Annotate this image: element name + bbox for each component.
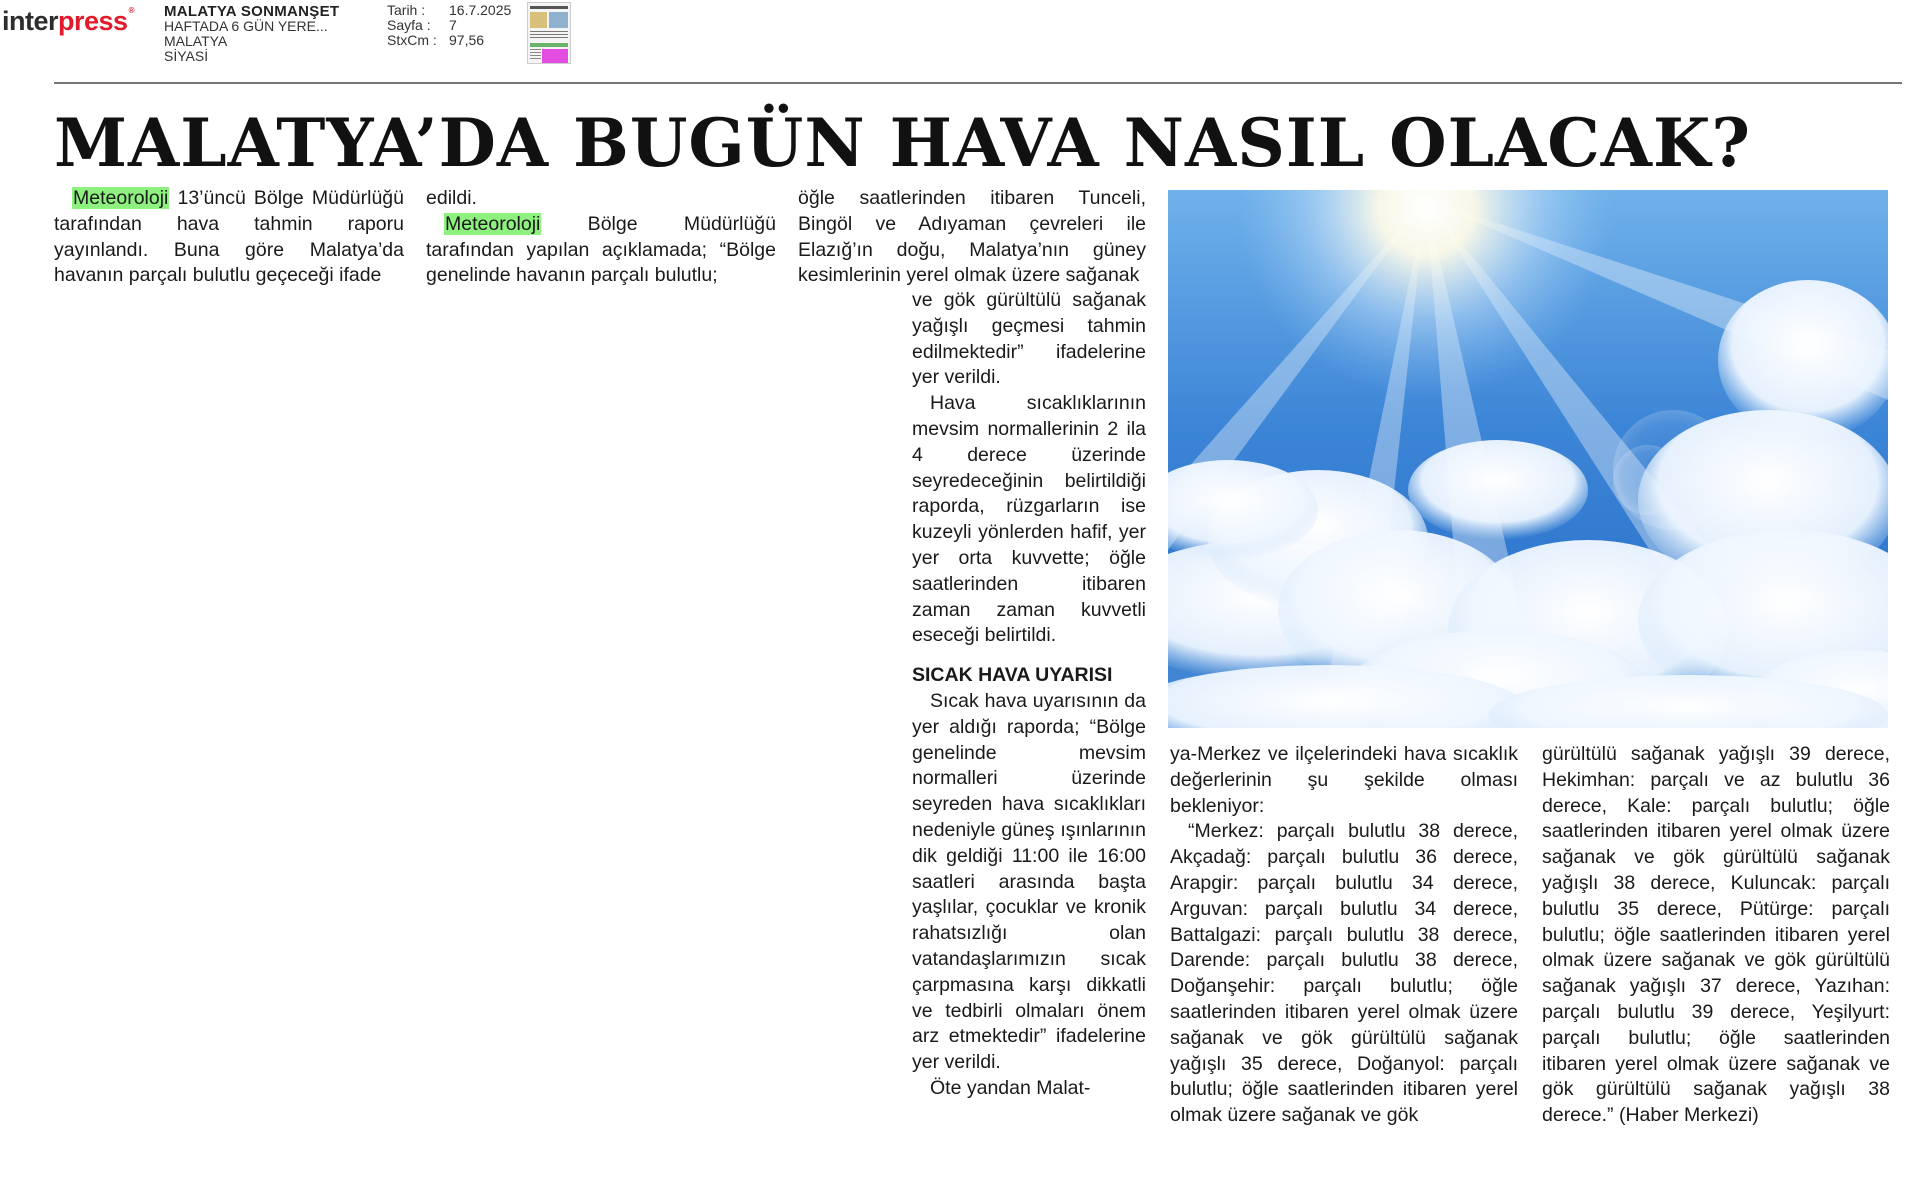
header-divider xyxy=(54,82,1902,84)
paragraph: öğle saatlerinden itibaren Tunceli, Bingöl ve Adıyaman çevreleri ile Elazığ’ın doğu, Malatya’nın güney kesimlerinin yerel olmak üzere sağanak xyxy=(798,187,1146,287)
stxcm-label: StxCm : xyxy=(387,32,437,48)
cloud-right xyxy=(1638,280,1888,728)
sky-clouds-illustration xyxy=(1168,190,1888,728)
paragraph: gürültülü sağanak yağışlı 39 derece, Hekimhan: parçalı ve az bulutlu 36 derece, Kale: parçalı bulutlu; öğle saatlerinden itibaren yerel olmak üzere sağanak ve gök gürültülü sağanak yağışlı 38 derece, Kuluncak: parçalı bulutlu 35 derece, Pütürge: parçalı bulutlu; öğle saatlerinden itibaren yerel olmak üzere sağanak ve gök gürültülü sağanak yağışlı 37 derece, Yazıhan: parçalı bulutlu 39 derece, Yeşilyurt: parçalı bulutlu; öğle saatlerinden itibaren yerel olmak üzere sağanak ve gök gürültülü sağanak yağışlı 38 derece.” (Haber Merkezi) xyxy=(1542,743,1890,1127)
page-label: Sayfa : xyxy=(387,17,431,33)
article-column-3-top xyxy=(798,186,1146,289)
thumbnail-mark xyxy=(530,31,568,39)
thumbnail-mark xyxy=(549,12,568,28)
paragraph-text: Bölge Müdürlüğü tarafından yapılan açıklamada; “Bölge genelinde havanın parçalı bulutlu; xyxy=(426,212,776,287)
paragraph xyxy=(426,212,776,289)
logo-text-press: press xyxy=(58,6,128,36)
thumbnail-mark xyxy=(530,12,547,28)
publication-city: MALATYA xyxy=(164,33,228,49)
page-value: 7 xyxy=(449,17,457,33)
highlighted-keyword: Meteoroloji xyxy=(445,212,541,235)
thumbnail-mark xyxy=(530,6,568,9)
thumbnail-mark xyxy=(530,49,541,61)
paragraph: ya-Merkez ve ilçelerindeki hava sıcaklık değerlerinin şu şekilde olması bekleniyor: xyxy=(1170,743,1518,817)
paragraph-text: 13’üncü Bölge Müdürlüğü tarafından hava tahmin raporu yayınlandı. Buna göre Malatya’da havanın parçalı bulutlu geçeceği ifade xyxy=(54,187,404,287)
page-thumbnail[interactable] xyxy=(527,2,571,64)
date-value: 16.7.2025 xyxy=(449,2,512,18)
highlighted-keyword: Meteoroloji xyxy=(73,187,169,209)
paragraph: Sıcak hava uyarısının da yer aldığı raporda; “Bölge genelinde mevsim normalleri üzerinde seyreden hava sıcaklıkları nedeniyle güneş ışınlarının dik geldiği 11:00 ile 16:00 saatleri arasında başta yaşlılar, çocuklar ve kronik rahatsızlığı olan vatandaşlarımızın sıcak çarpmasına karşı dikkatli ve tedbirli olmaları önem arz etmektedir” ifadelerine yer verildi. xyxy=(912,689,1146,1074)
paragraph: ve gök gürültülü sağanak yağışlı geçmesi tahmin edilmektedir” ifadelerine yer verildi. xyxy=(912,289,1146,389)
date-row xyxy=(387,3,511,18)
paragraph: “Merkez: parçalı bulutlu 38 derece, Akçadağ: parçalı bulutlu 36 derece, Arapgir: parçalı bulutlu 34 derece, Arguvan: parçalı bulutlu 34 derece, Battalgazi: parçalı bulutlu 38 derece, Darende: parçalı bulutlu 38 derece, Doğanşehir: parçalı bulutlu; öğle saatlerinden itibaren yerel olmak üzere sağanak ve gök gürültülü sağanak yağışlı 35 derece, Doğanyol: parçalı bulutlu; öğle saatlerinden itibaren yerel olmak üzere sağanak ve gök xyxy=(1170,820,1518,1127)
logo-registered-mark: ® xyxy=(128,6,134,15)
publication-category: SİYASİ xyxy=(164,48,209,64)
publication-frequency: HAFTADA 6 GÜN YERE... xyxy=(164,18,328,34)
article-column-5 xyxy=(1542,742,1890,1129)
article-column-3 xyxy=(912,288,1146,1102)
publication-name: MALATYA SONMANŞET xyxy=(164,3,340,20)
logo-text-inter: inter xyxy=(2,6,59,36)
article-column-2 xyxy=(426,186,776,289)
paragraph: Hava sıcaklıklarının mevsim normallerinin 2 ila 4 derece üzerinde seyredeceğinin belirtildiği raporda, rüzgarların ise kuzeyli yönlerden hafif, yer yer orta kuvvette; öğle saatlerinden itibaren zaman zaman kuvvetli eseceği belirtildi. xyxy=(912,392,1146,647)
interpress-logo xyxy=(2,6,134,37)
section-subheading: SICAK HAVA UYARISI xyxy=(912,664,1113,687)
paragraph xyxy=(54,186,404,289)
stxcm-value: 97,56 xyxy=(449,32,485,48)
article-column-1 xyxy=(54,186,404,289)
publication-meta xyxy=(164,4,339,64)
clipping-info xyxy=(387,3,511,48)
paragraph: Öte yandan Malat- xyxy=(930,1076,1091,1099)
stxcm-row xyxy=(387,33,511,48)
thumbnail-article-highlight xyxy=(542,49,568,63)
article-column-4 xyxy=(1170,742,1518,1129)
headline: MALATYA’DA BUGÜN HAVA NASIL OLACAK? xyxy=(54,104,1751,182)
page-row xyxy=(387,18,511,33)
date-label: Tarih : xyxy=(387,2,426,18)
paragraph: edildi. xyxy=(426,187,477,209)
sky-photo xyxy=(1168,190,1888,728)
thumbnail-mark xyxy=(530,43,568,47)
